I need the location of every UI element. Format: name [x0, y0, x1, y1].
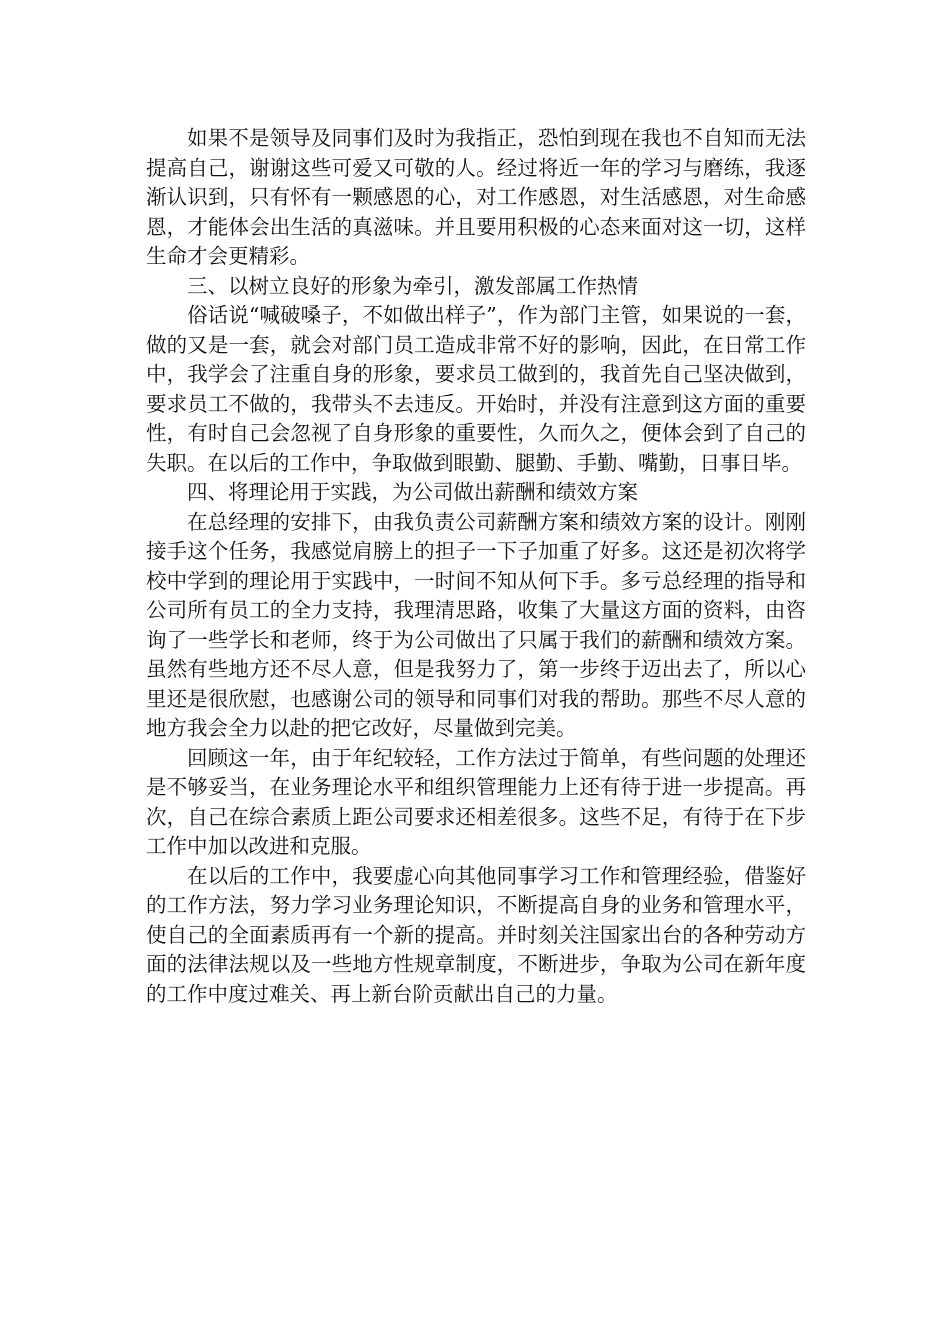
- paragraph-gratitude: 如果不是领导及同事们及时为我指正，恐怕到现在我也不自知而无法提高自己，谢谢这些可爱又可敬的人。经过将近一年的学习与磨练，我逐渐认识到，只有怀有一颗感恩的心，对工作感恩，对生活感恩，对生命感恩，才能体会出生活的真滋味。并且要用积极的心态来面对这一切，这样生命才会更精彩。: [146, 126, 806, 268]
- document-body: [146, 124, 806, 1009]
- paragraph-image: 俗话说“喊破嗓子，不如做出样子”，作为部门主管，如果说的一套，做的又是一套，就会对部门员工造成非常不好的影响，因此，在日常工作中，我学会了注重自身的形象，要求员工做到的，我首先自己坚决做到，要求员工不做的，我带头不去违反。开始时，并没有注意到这方面的重要性，有时自己会忽视了自身形象的重要性，久而久之，便体会到了自己的失职。在以后的工作中，争取做到眼勤、腿勤、手勤、嘴勤，日事日毕。: [146, 303, 806, 475]
- paragraph-review: 回顾这一年，由于年纪较轻，工作方法过于简单，有些问题的处理还是不够妥当，在业务理论水平和组织管理能力上还有待于进一步提高。再次，自己在综合素质上距公司要求还相差很多。这些不足，有待于在下步工作中加以改进和克服。: [146, 745, 806, 858]
- paragraph-practice: 在总经理的安排下，由我负责公司薪酬方案和绩效方案的设计。刚刚接手这个任务，我感觉肩膀上的担子一下子加重了好多。这还是初次将学校中学到的理论用于实践中，一时间不知从何下手。多亏总经理的指导和公司所有员工的全力支持，我理清思路，收集了大量这方面的资料，由咨询了一些学长和老师，终于为公司做出了只属于我们的薪酬和绩效方案。虽然有些地方还不尽人意，但是我努力了，第一步终于迈出去了，所以心里还是很欣慰，也感谢公司的领导和同事们对我的帮助。那些不尽人意的地方我会全力以赴的把它改好，尽量做到完美。: [146, 509, 806, 740]
- paragraph-future: 在以后的工作中，我要虚心向其他同事学习工作和管理经验，借鉴好的工作方法，努力学习业务理论知识，不断提高自身的业务和管理水平，使自己的全面素质再有一个新的提高。并时刻关注国家出台的各种劳动方面的法律法规以及一些地方性规章制度，不断进步，争取为公司在新年度的工作中度过难关、再上新台阶贡献出自己的力量。: [146, 863, 806, 1006]
- section-heading-practice: 四、将理论用于实践，为公司做出薪酬和绩效方案: [187, 480, 638, 504]
- section-heading-image: 三、以树立良好的形象为牵引，激发部属工作热情: [187, 273, 638, 298]
